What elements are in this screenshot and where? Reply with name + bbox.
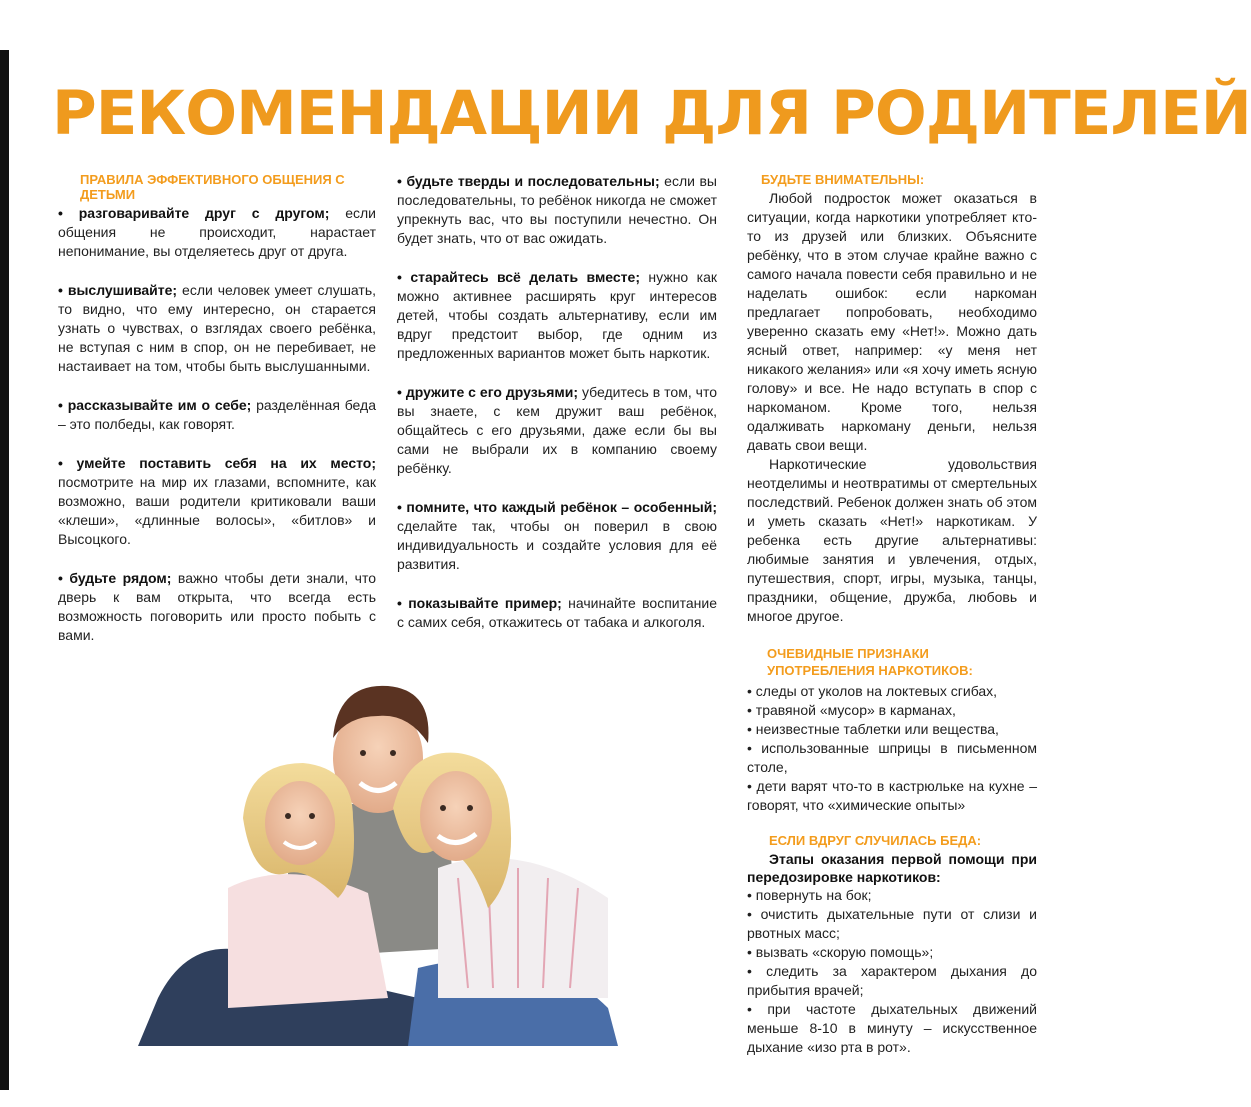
rule-item bbox=[397, 172, 717, 248]
first-aid-subheading: Этапы оказания первой помощи при передозировке наркотиков: bbox=[747, 851, 1037, 885]
first-aid-step: • при частоте дыхательных движений меньше 8-10 в минуту – искусственное дыхание «изо рта в рот». bbox=[747, 1001, 1037, 1055]
sign-item: • травяной «мусор» в карманах, bbox=[747, 702, 956, 718]
rule-item bbox=[58, 396, 376, 434]
column-warnings bbox=[747, 172, 1037, 1057]
section-heading-attentive: БУДЬТЕ ВНИМАТЕЛЬНЫ: bbox=[761, 172, 925, 187]
rule-item bbox=[397, 498, 717, 574]
section-heading-signs-line1: ОЧЕВИДНЫЕ ПРИЗНАКИ bbox=[767, 646, 929, 661]
rule-item-title: • рассказывайте им о себе; bbox=[58, 397, 252, 413]
first-aid-step: • следить за характером дыхания до прибытия врачей; bbox=[747, 963, 1037, 998]
first-aid-step: • очистить дыхательные пути от слизи и рвотных масс; bbox=[747, 906, 1037, 941]
rule-item-text: начинайте воспитание с самих себя, откажитесь от табака и алкоголя. bbox=[397, 595, 717, 630]
page-edge-bar bbox=[0, 50, 9, 1090]
section-heading-communication: ПРАВИЛА ЭФФЕКТИВНОГО ОБЩЕНИЯ С ДЕТЬМИ bbox=[80, 172, 345, 202]
rule-item-text: посмотрите на мир их глазами, вспомните, как возможно, ваши родители критиковали ваши «клеши», «длинные волосы», «битлов» и Высоцкого. bbox=[58, 474, 376, 547]
column-communication-rules bbox=[58, 172, 376, 665]
rule-item-title: • дружите с его друзьями; bbox=[397, 384, 579, 400]
signs-list bbox=[747, 682, 1037, 815]
rule-item bbox=[58, 454, 376, 549]
rule-item-title: • будьте тверды и последовательны; bbox=[397, 173, 660, 189]
rule-item-text: сделайте так, чтобы он поверил в свою индивидуальность и создайте условия для её развития. bbox=[397, 518, 717, 572]
page-title: РЕКОМЕНДАЦИИ ДЛЯ РОДИТЕЛЕЙ bbox=[52, 78, 1251, 149]
rule-item-title: • умейте поставить себя на их место; bbox=[58, 455, 376, 471]
rule-item-text: если вы последовательны, то ребёнок никогда не сможет упрекнуть вас, что вы поступили нечестно. Он будет знать, что от вас ожидать. bbox=[397, 173, 717, 246]
rule-item-text: если человек умеет слушать, то видно, что ему интересно, он старается узнать о чувствах, о взглядах своего ребёнка, не вступая с ним в спор, он не перебивает, не настаивает на том, чтобы быть выслушанными. bbox=[58, 282, 377, 374]
rule-item bbox=[58, 569, 376, 645]
attentive-paragraph-1: Любой подросток может оказаться в ситуации, когда наркотики употребляет кто-то из друзей или близких. Объясните ребёнку, что в этом случае крайне важно с самого начала повести себя правильно и не наделать ошибок: если наркоман предлагает попробовать, необходимо уверенно сказать ему «Нет!». Можно дать ясный ответ, например: «у меня нет никакого желания» или «я хочу иметь ясную голову» и все. Не надо вступать в спор с наркоманом. Кроме того, нельзя одалживать наркоману деньги, нельзя давать свои вещи. bbox=[747, 190, 1037, 453]
rule-item-title: • помните, что каждый ребёнок – особенный; bbox=[397, 499, 717, 515]
rule-item-title: • будьте рядом; bbox=[58, 570, 172, 586]
rule-item bbox=[58, 204, 376, 261]
rule-item-title: • выслушивайте; bbox=[58, 282, 178, 298]
girl-sweater bbox=[228, 874, 388, 1008]
rule-item-text: важно чтобы дети знали, что дверь к вам открыта, что всегда есть возможность поговорить или просто побыть с вами. bbox=[58, 570, 377, 643]
section-heading-signs-line2: УПОТРЕБЛЕНИЯ НАРКОТИКОВ: bbox=[767, 663, 973, 678]
family-photo bbox=[138, 668, 668, 1046]
sign-item: • использованные шприцы в письменном столе, bbox=[747, 740, 1037, 775]
first-aid-steps-list bbox=[747, 886, 1037, 1057]
woman-face bbox=[420, 771, 492, 861]
sign-item: • неизвестные таблетки или вещества, bbox=[747, 721, 999, 737]
attentive-paragraph-2: Наркотические удовольствия неотделимы и неотвратимы от смертельных последствий. Ребенок должен знать об этом и уметь сказать «Нет!» наркотикам. У ребенка есть другие альтернативы: любимые занятия и увлечения, отдых, путешествия, спорт, игры, музыка, танцы, праздники, общение, дружба, любовь и многое другое. bbox=[747, 456, 1037, 624]
girl-face bbox=[265, 781, 335, 865]
rule-item-text: убедитесь в том, что вы знаете, с кем дружит ваш ребёнок, общайтесь с его друзьями, даже если бы вы сами не выбрали их в компанию своему ребёнку. bbox=[397, 384, 717, 476]
first-aid-step: • повернуть на бок; bbox=[747, 887, 872, 903]
section-heading-emergency: ЕСЛИ ВДРУГ СЛУЧИЛАСЬ БЕДА: bbox=[769, 833, 982, 848]
rule-item-title: • разговаривайте друг с другом; bbox=[58, 205, 330, 221]
first-aid-step: • вызвать «скорую помощь»; bbox=[747, 944, 934, 960]
rule-item-title: • старайтесь всё делать вместе; bbox=[397, 269, 640, 285]
rule-item bbox=[397, 268, 717, 363]
rule-item bbox=[58, 281, 376, 376]
sign-item: • дети варят что-то в кастрюльке на кухне – говорят, что «химические опыты» bbox=[747, 778, 1037, 813]
sign-item: • следы от уколов на локтевых сгибах, bbox=[747, 683, 998, 699]
rule-item-text: нужно как можно активнее расширять круг интересов детей, чтобы создать альтернативу, если им вдруг предстоит выбор, где одним из предложенных вариантов может быть наркотик. bbox=[397, 269, 717, 361]
rule-item-text: если общения не происходит, нарастает непонимание, вы отделяетесь друг от друга. bbox=[58, 205, 376, 259]
rule-item bbox=[397, 383, 717, 478]
column-more-rules bbox=[397, 172, 717, 652]
rule-item-text: разделённая беда – это полбеды, как говорят. bbox=[58, 397, 376, 432]
rule-item-title: • показывайте пример; bbox=[397, 595, 562, 611]
rule-item bbox=[397, 594, 717, 632]
